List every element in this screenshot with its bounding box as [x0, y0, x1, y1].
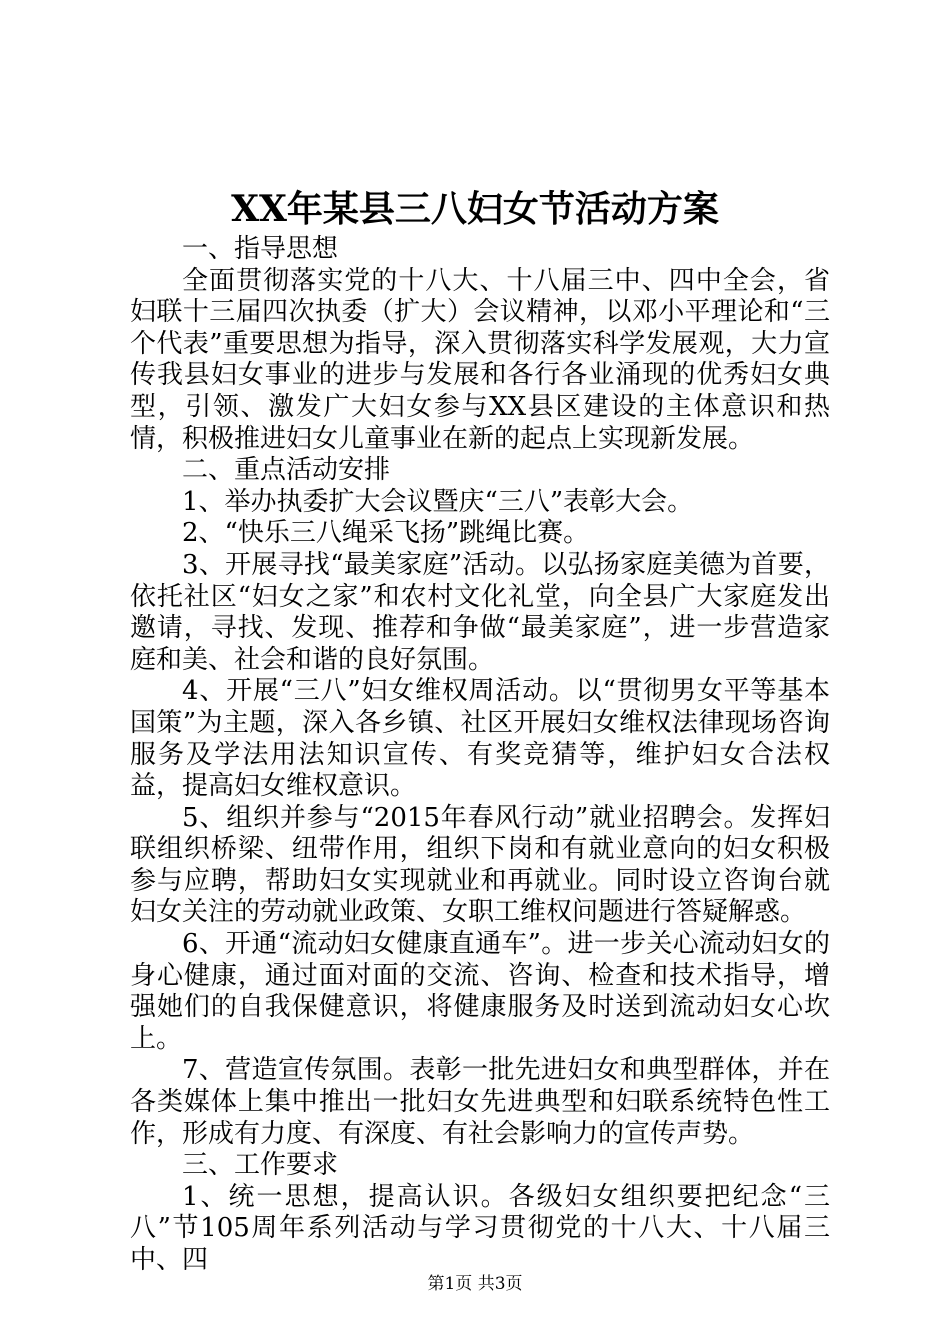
activity-item-5: 5、组织并参与“2015年春风行动”就业招聘会。发挥妇联组织桥梁、纽带作用，组织下岗和有就业意向的妇女积极参与应聘，帮助妇女实现就业和再就业。同时设立咨询台就妇女关注的劳动就业政策、女职工维权问题进行答疑解惑。	[130, 802, 830, 928]
section-heading-work-requirements: 三、工作要求	[182, 1150, 339, 1181]
document-title: XX年某县三八妇女节活动方案	[231, 188, 719, 230]
activity-item-1: 1、举办执委扩大会议暨庆“三八”表彰大会。	[182, 486, 694, 517]
section-heading-guiding-ideology: 一、指导思想	[182, 234, 339, 264]
activity-item-6: 6、开通“流动妇女健康直通车”。进一步关心流动妇女的身心健康，通过面对面的交流、咨询、检查和技术指导，增强她们的自我保健意识，将健康服务及时送到流动妇女心坎上。	[130, 929, 830, 1054]
paragraph-guiding-ideology: 全面贯彻落实党的十八大、十八届三中、四中全会，省妇联十三届四次执委（扩大）会议精神，以邓小平理论和“三个代表”重要思想为指导，深入贯彻落实科学发展观，大力宣传我县妇女事业的进步与发展和各行各业涌现的优秀妇女典型，引领、激发广大妇女参与XX县区建设的主体意识和热情，积极推进妇女儿童事业在新的起点上实现新发展。	[130, 265, 830, 454]
requirement-item-1: 1、统一思想，提高认识。各级妇女组织要把纪念“三八”节105周年系列活动与学习贯彻党的十八大、十八届三中、四	[130, 1181, 830, 1275]
section-heading-key-activities: 二、重点活动安排	[182, 455, 391, 486]
page-number-footer: 第1页 共3页	[427, 1274, 523, 1294]
activity-item-4: 4、开展“三八”妇女维权周活动。以“贯彻男女平等基本国策”为主题，深入各乡镇、社区开展妇女维权法律现场咨询服务及学法用法知识宣传、有奖竞猜等，维护妇女合法权益，提高妇女维权意识。	[130, 676, 830, 802]
activity-item-7: 7、营造宣传氛围。表彰一批先进妇女和典型群体，并在各类媒体上集中推出一批妇女先进典型和妇联系统特色性工作，形成有力度、有深度、有社会影响力的宣传声势。	[130, 1055, 830, 1149]
document-body	[130, 234, 830, 1277]
activity-item-3: 3、开展寻找“最美家庭”活动。以弘扬家庭美德为首要，依托社区“妇女之家”和农村文化礼堂，向全县广大家庭发出邀请，寻找、发现、推荐和争做“最美家庭”，进一步营造家庭和美、社会和谐的良好氛围。	[130, 549, 830, 675]
activity-item-2: 2、“快乐三八绳采飞扬”跳绳比赛。	[182, 518, 590, 549]
